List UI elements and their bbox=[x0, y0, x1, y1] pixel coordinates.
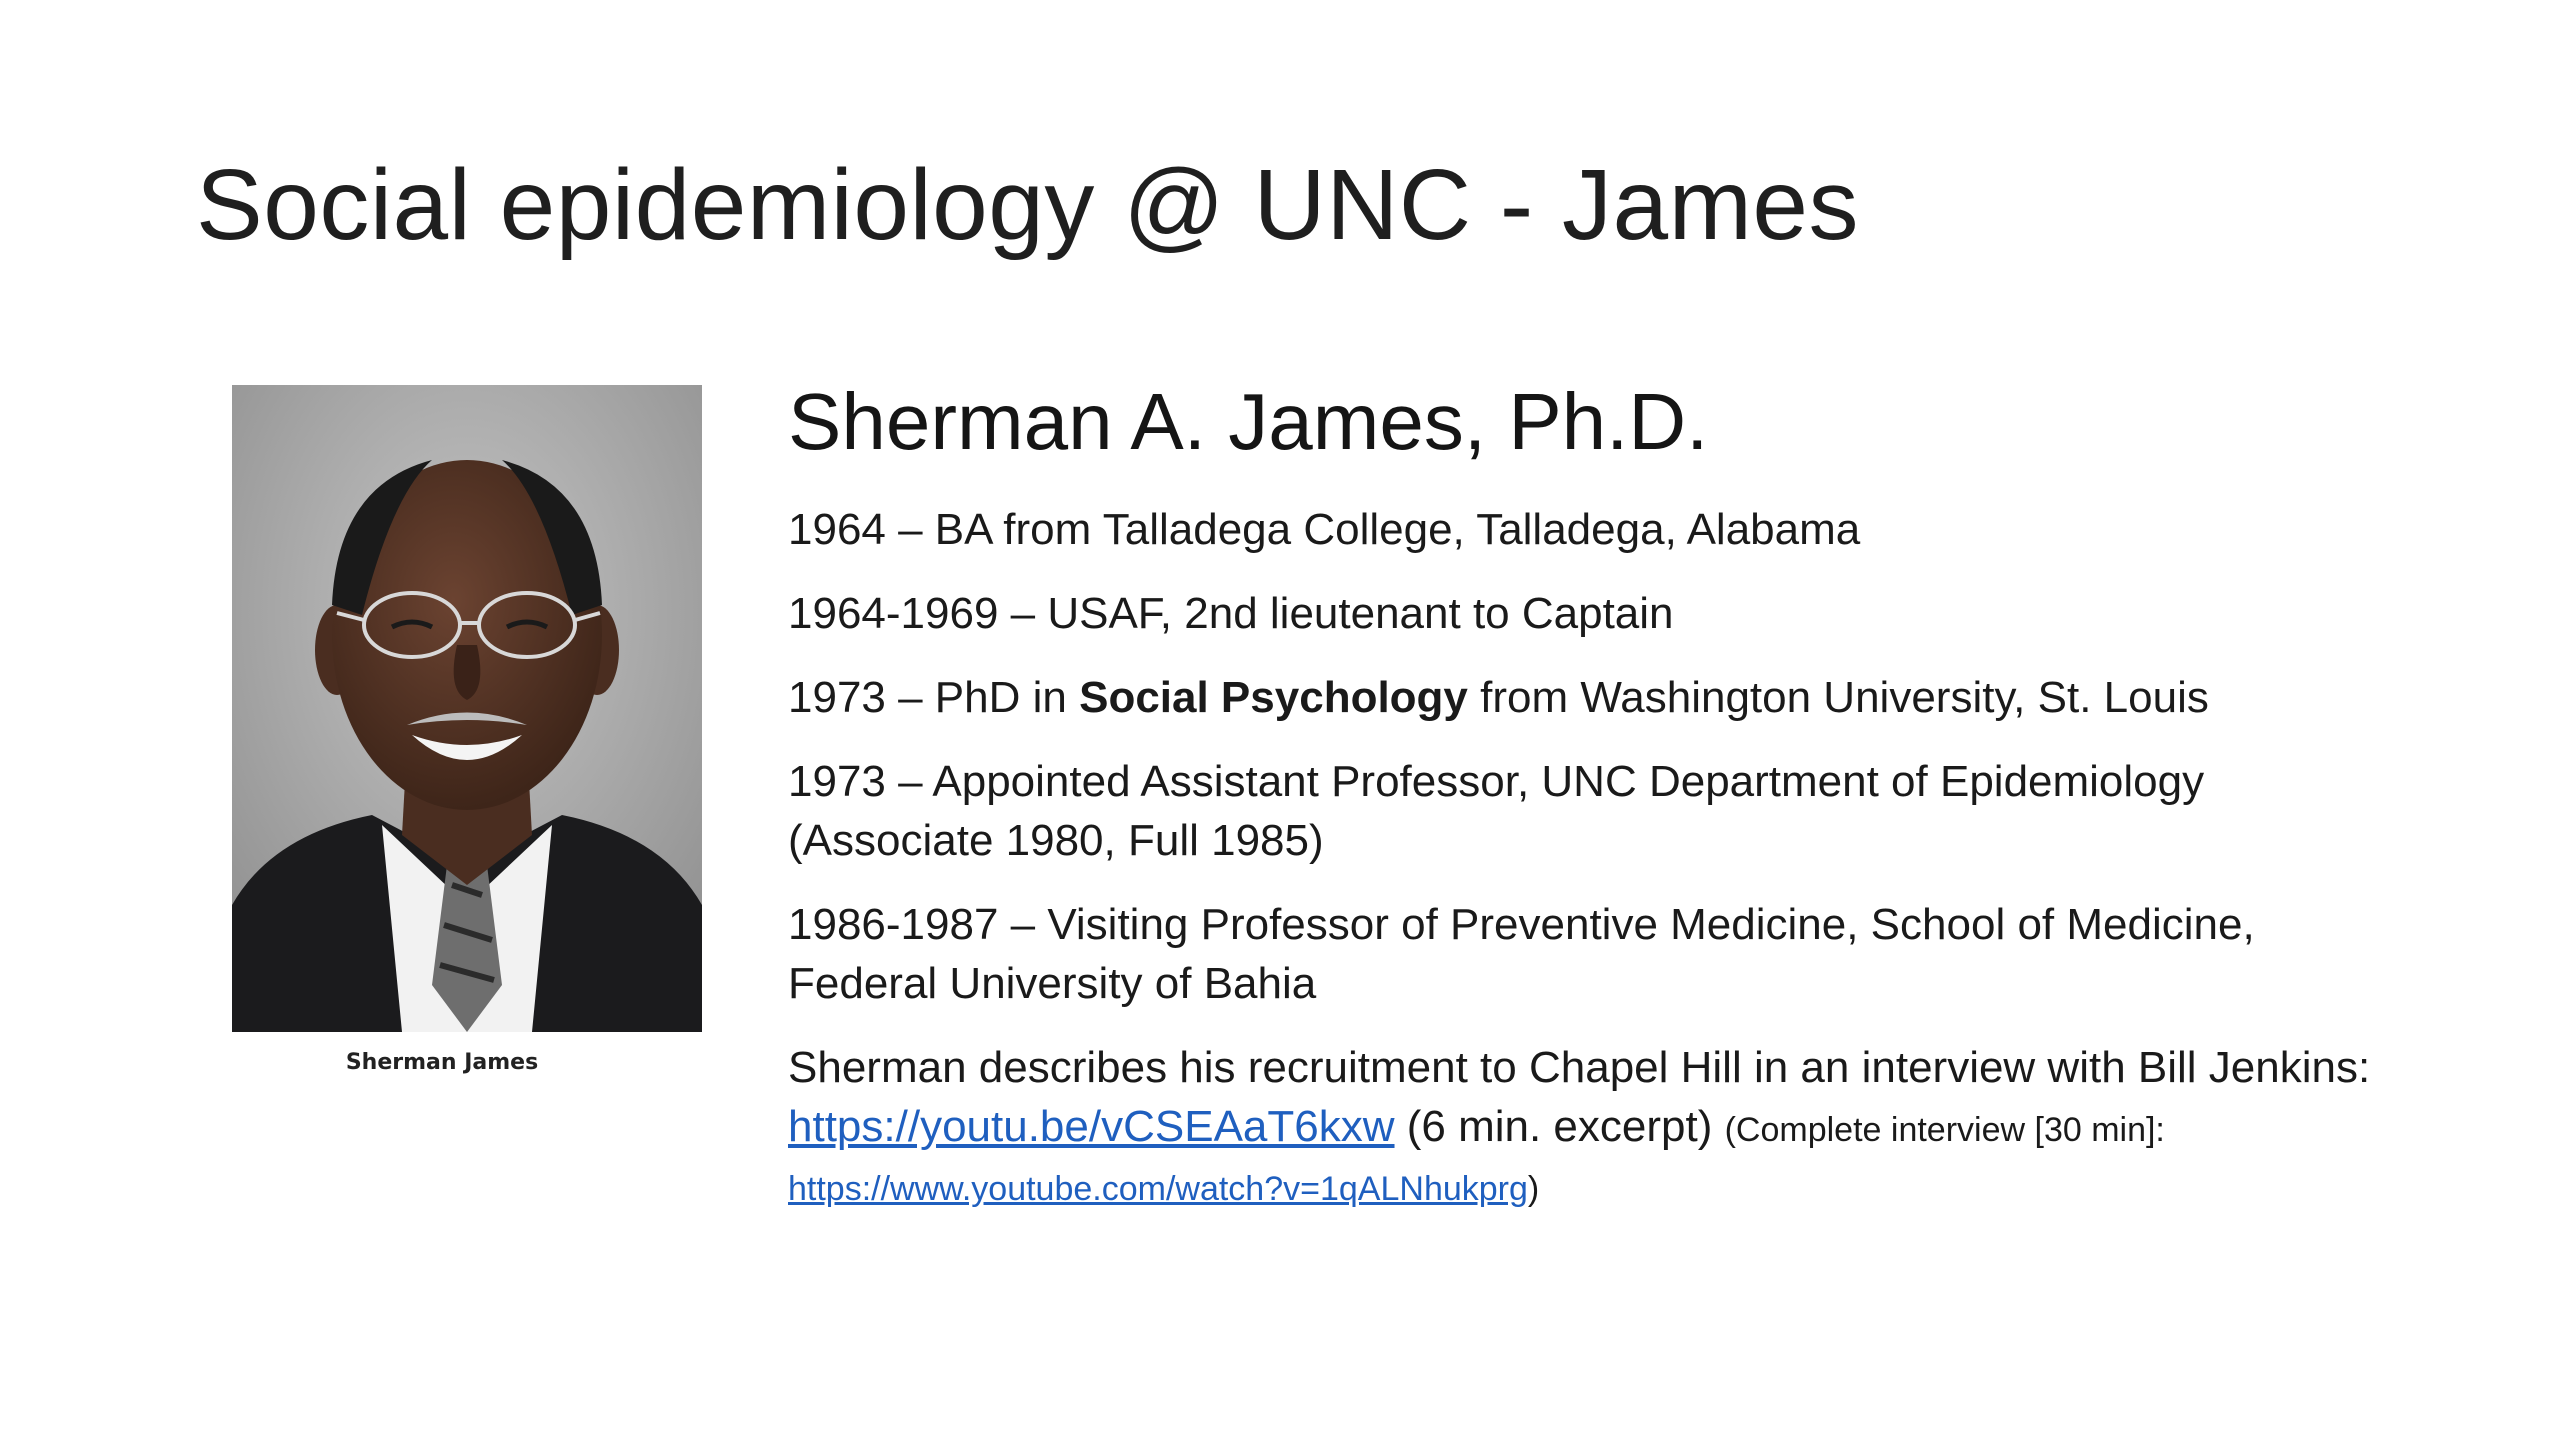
timeline-item: 1964-1969 – USAF, 2nd lieutenant to Captain bbox=[788, 589, 1674, 638]
portrait-figure bbox=[232, 385, 702, 1075]
timeline-item bbox=[788, 668, 2408, 727]
portrait-photo bbox=[232, 385, 702, 1032]
timeline-item-highlight: Social Psychology bbox=[1079, 673, 1468, 722]
slide-title: Social epidemiology @ UNC - James bbox=[196, 149, 1860, 261]
person-name: Sherman A. James, Ph.D. bbox=[788, 377, 1709, 466]
timeline-item: 1986-1987 – Visiting Professor of Preventive Medicine, School of Medicine, Federal University of Bahia bbox=[788, 900, 2255, 1008]
timeline-item: 1964 – BA from Talladega College, Talladega, Alabama bbox=[788, 505, 1861, 554]
timeline-list bbox=[788, 500, 2408, 1013]
complete-interview-link[interactable]: https://www.youtube.com/watch?v=1qALNhukprg bbox=[788, 1170, 1528, 1208]
recruitment-paragraph bbox=[788, 1038, 2408, 1215]
excerpt-duration: (6 min. excerpt) bbox=[1394, 1102, 1725, 1151]
excerpt-video-link[interactable]: https://youtu.be/vCSEAaT6kxw bbox=[788, 1102, 1395, 1151]
portrait-caption: Sherman James bbox=[345, 1050, 539, 1075]
profile-content bbox=[788, 378, 2408, 1215]
recruitment-intro: Sherman describes his recruitment to Chapel Hill in an interview with Bill Jenkins: bbox=[788, 1043, 2371, 1092]
complete-interview-label: (Complete interview [30 min]: bbox=[1724, 1111, 2165, 1149]
complete-interview-close: ) bbox=[1527, 1170, 1540, 1208]
timeline-item-suffix: from Washington University, St. Louis bbox=[1467, 673, 2209, 722]
timeline-item: 1973 – Appointed Assistant Professor, UNC Department of Epidemiology (Associate 1980, Full 1985) bbox=[788, 757, 2205, 865]
timeline-item-prefix: 1973 – PhD in bbox=[788, 673, 1080, 722]
